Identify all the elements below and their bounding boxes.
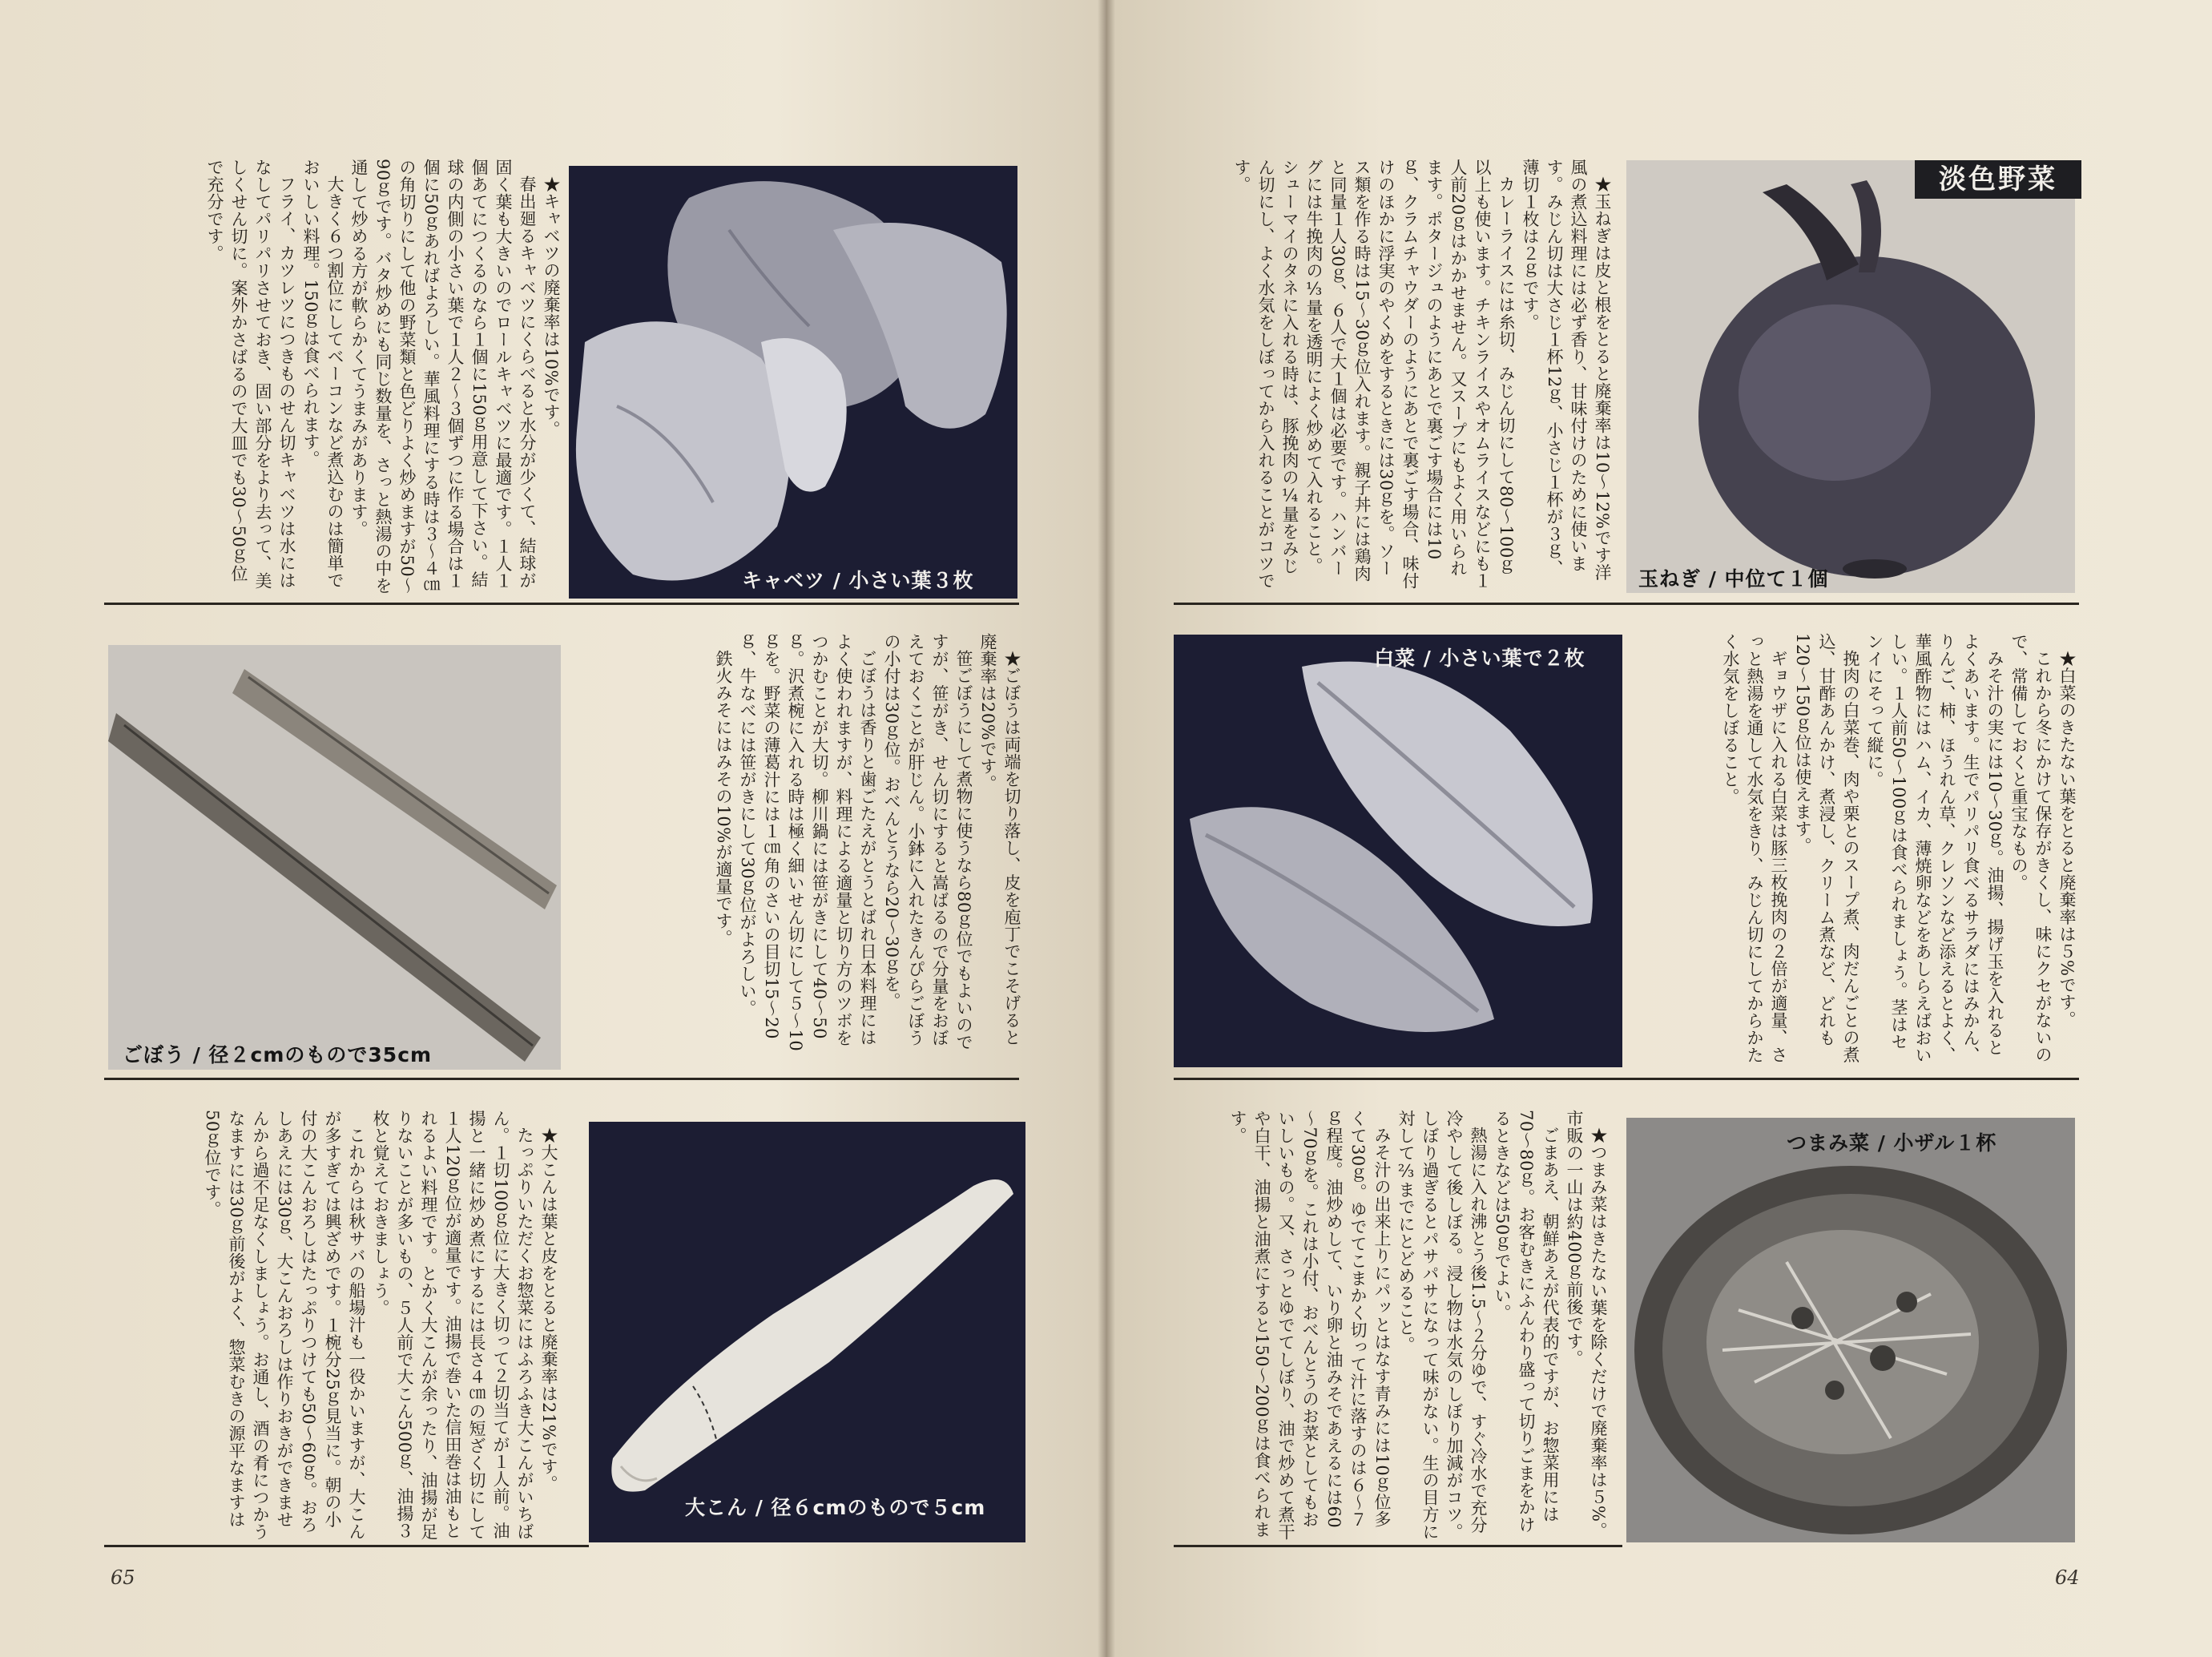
burdock-paragraph: ★ごぼうは両端を切り落し、皮を庖丁でこそげると廃棄率は20%です。 bbox=[978, 633, 1021, 1046]
burdock-caption: ごぼう / 径２cmのもので35cm bbox=[123, 1043, 433, 1066]
daikon-paragraph: ★大こんは葉と皮をとると廃棄率は21%です。 bbox=[539, 1127, 558, 1493]
cabbage-text bbox=[103, 159, 563, 595]
divider-rule bbox=[104, 1078, 1019, 1080]
onion-photo bbox=[1626, 160, 2075, 593]
book-gutter bbox=[1098, 0, 1115, 1657]
cabbage-caption: キャベツ / 小さい葉３枚 bbox=[742, 569, 974, 592]
tsumamina-paragraph: ごまあえ、朝鮮あえが代表的ですが、お惣菜用には70～80ｇ。お客むきにふんわり盛って切りごまをかけるときなどは50ｇでよい。 bbox=[1493, 1110, 1560, 1534]
onion-caption: 玉ねぎ / 中位て１個 bbox=[1638, 567, 1829, 591]
divider-rule bbox=[104, 1545, 589, 1547]
divider-rule bbox=[1174, 1545, 1622, 1547]
burdock-text bbox=[609, 633, 1024, 1058]
burdock-paragraph: 鉄火みそにはみその10%が適量です。 bbox=[714, 650, 733, 947]
chinese-cabbage-paragraph: ギョウザに入れる白菜は豚三枚挽肉の２倍が適量、さっと熱湯を通して水気をきり、みじん切にしてからかたく水気をしぼること。 bbox=[1721, 633, 1788, 1064]
tsumamina-paragraph: 熱湯に入れ沸とう後1.5～２分ゆで、すぐ冷水で充分冷やして後しぼる。浸し物は水気のしぼり加減がコツ。しぼり過ぎるとパサパサになって味がない。生の目方に対して⅔までにとどめること。 bbox=[1396, 1110, 1488, 1541]
chinese-cabbage-photo bbox=[1174, 635, 1622, 1067]
chinese-cabbage-paragraph: みそ汁の実には10～30ｇ。油揚、揚げ玉を入れるとよくあいます。生でパリパリ食べるサラダにはみかん、りんご、柿、ほうれん草、クレソンなど添えるとよく、華風酢物にはハム、イカ、薄焼卵などをあしらえばおいしい。１人前50～100ｇは食べられましょう。茎はセンイにそって縦に。 bbox=[1865, 633, 2004, 1064]
tsumamina-text bbox=[1170, 1110, 1610, 1542]
chinese-cabbage-caption: 白菜 / 小さい葉で２枚 bbox=[1374, 647, 1585, 670]
daikon-paragraph: たっぷりいただくお惣菜にはふろふき大こんがいちばん。１切100ｇ位に大きく切って２切当てが１人前。油揚と一緒に炒め煮にするには長さ４㎝の短ざく切にして１人120ｇ位が適量です。油揚で巻いた信田巻は油もとれるよい料理です。とかく大こんが余ったり、油揚が足りないことが多いもの、５人前で大こん500ｇ、油揚３枚と覚えておきましょう。 bbox=[371, 1110, 534, 1541]
burdock-photo bbox=[108, 645, 561, 1070]
divider-rule bbox=[1174, 603, 2079, 605]
burdock-paragraph: 笹ごぼうにして煮物に使うなら80ｇ位でもよいのですが、笹がき、せん切にすると嵩ばるので分量をおぼえておくことが肝じん。小鉢に入れたきんぴらごぼうの小付は30ｇ位。おべんとうなら20～30ｇを。 bbox=[882, 633, 973, 1051]
daikon-caption: 大こん / 径６cmのもので５cm bbox=[685, 1496, 986, 1519]
tsumamina-paragraph: ★つまみ菜はきたない葉を除くだけで廃棄率は５%。市販の一山は約400ｇ前後です。 bbox=[1565, 1110, 1608, 1539]
onion-text bbox=[1170, 159, 1614, 591]
cabbage-photo bbox=[569, 166, 1017, 599]
divider-rule bbox=[1174, 1078, 2079, 1080]
daikon-photo bbox=[589, 1122, 1025, 1542]
chinese-cabbage-paragraph: これから冬にかけて保存がきくし、味にクセがないので、常備しておくと重宝なもの。 bbox=[2009, 633, 2053, 1063]
chinese-cabbage-paragraph: ★白菜のきたない葉をとると廃棄率は５%です。 bbox=[2057, 650, 2077, 1028]
page-number-left: 65 bbox=[111, 1566, 135, 1589]
tsumamina-caption: つまみ菜 / 小ザル１杯 bbox=[1787, 1131, 1997, 1155]
tsumamina-paragraph: みそ汁の出来上りにパッとはなす青みには10ｇ位多くて30ｇ。ゆでてこまかく切って汁に落すのは６～７ｇ程度。油炒めして、いり卵と油みそであえるには60～70ｇを。これは小付、おべんとうのお菜としてもおいしいもの。又、さっとゆでてしぼり、油で炒めて煮干や白干、油揚と油煮にすると150～200ｇは食べられます。 bbox=[1228, 1110, 1392, 1541]
onion-paragraph: カレーライスには糸切、みじん切にして80～100ｇ以上も使います。チキンライスやオムライスなどにも１人前20ｇはかかせません。又スープにもよく用いられます。ポタージュのようにあとで裏ごす場合には10ｇ、クラムチャウダーのようにあとで裏ごす場合、味付けのほかに浮実のやくめをするときには30ｇを。ソース類を作る時は15～30ｇ位入れます。親子丼には鶏肉と同量１人30ｇ、６人で大１個は必要です。ハンバーグには牛挽肉の⅓量を透明によく炒めて入れること。シューマイのタネに入れる時は、豚挽肉の¼量をみじん切にし、よく水気をしぼってから入れることがコツです。 bbox=[1232, 159, 1516, 590]
chinese-cabbage-paragraph: 挽肉の白菜巻、肉や栗とのスープ煮、肉だんごとの煮込、甘酢あんかけ、煮浸し、クリーム煮など、どれも120～150ｇ位は使えます。 bbox=[1793, 633, 1860, 1063]
burdock-paragraph: ごぼうは香りと歯ごたえがとうとばれ日本料理にはよく使われますが、料理による適量と切り方のツボをつかむことが大切。柳川鍋には笹がきにして40～50ｇ。沢煮椀に入れる時は極く細いせん切にして５～10ｇを。野菜の薄葛汁には１㎝角のさいの目切15～20ｇ、牛なべには笹がきにして30ｇ位がよろしい。 bbox=[738, 633, 877, 1052]
cabbage-paragraph: 春出廻るキャベツにくらべると水分が少くて、結球が固く葉も大きいのでロールキャベツに最適です。１人１個あてにつくるのなら１個に150ｇ用意して下さい。結球の内側の小さい葉で１人２～３個ずつに作る場合は１個に50ｇあればよろしい。華風料理にする時は３～４㎝の角切りにして他の野菜類と色どりよく炒めますが50～90ｇです。バタ炒めにも同じ数量を、さっと熱湯の中を通して炒める方が軟らかくてうまみがあります。 bbox=[349, 159, 537, 595]
daikon-text bbox=[106, 1110, 561, 1542]
onion-paragraph: ★玉ねぎは皮と根をとると廃棄率は10～12%です洋風の煮込料理には必ず香り、甘味付けのために使います。みじん切は大さじ１杯12ｇ、小さじ１杯が３ｇ、薄切１枚は２ｇです。 bbox=[1521, 159, 1612, 581]
section-label: 淡色野菜 bbox=[1915, 160, 2081, 199]
page-number-right: 64 bbox=[2055, 1566, 2080, 1589]
daikon-paragraph: これからは秋サバの船場汁も一役かいますが、大こんが多すぎては興ざめです。１椀分25ｇ見当に。朝の小付の大こんおろしはたっぷりつけても50～60ｇ。おろしあえには30ｇ、大こんおろしは作りおきができませんから過不足なくしましょう。お通し、酒の肴につかうなますには30ｇ前後がよく、惣菜むきの源平なますは50ｇ位です。 bbox=[203, 1110, 366, 1541]
chinese-cabbage-text bbox=[1638, 633, 2079, 1066]
cabbage-paragraph: 大きく６つ割位にしてベーコンなど煮込むのは簡単でおいしい料理。150ｇは食べられます。 bbox=[301, 159, 344, 589]
divider-rule bbox=[104, 603, 1019, 605]
tsumamina-photo bbox=[1626, 1118, 2075, 1542]
cabbage-paragraph: ★キャベツの廃棄率は10%です。 bbox=[542, 175, 561, 438]
cabbage-paragraph: フライ、カツレツにつきものせん切キャベツは水にはなしてパリパリさせておき、固い部分をより去って、美しくせん切に。案外かさばるので大皿でも30～50ｇ位で充分です。 bbox=[205, 159, 296, 590]
